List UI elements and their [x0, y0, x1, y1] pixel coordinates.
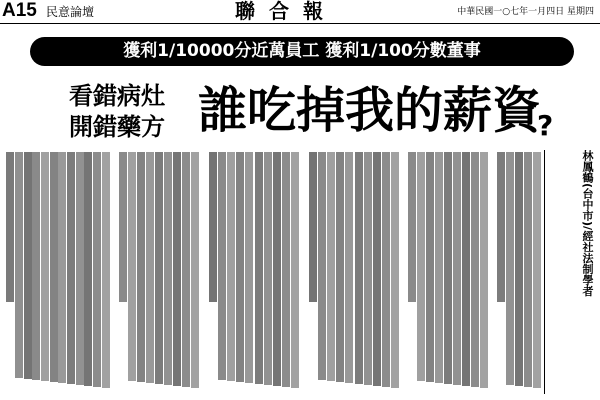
body-text-line — [273, 152, 281, 386]
body-column — [208, 152, 300, 394]
body-text-line — [515, 152, 523, 386]
body-text-line — [76, 152, 84, 385]
body-column — [6, 152, 110, 394]
body-text-line — [364, 152, 372, 385]
body-text-line — [408, 152, 416, 302]
page-number: A15 — [2, 0, 37, 21]
body-text-line — [391, 152, 399, 388]
body-text-line — [524, 152, 532, 387]
body-text-line — [227, 152, 235, 381]
body-text-line — [309, 152, 317, 302]
body-text-line — [24, 152, 32, 379]
body-text-line — [218, 152, 226, 380]
body-text-line — [32, 152, 40, 380]
body-text-line — [146, 152, 154, 383]
body-text-line — [41, 152, 49, 381]
body-text-line — [336, 152, 344, 382]
body-text-line — [191, 152, 199, 388]
article-title: 誰吃掉我的薪資 — [198, 81, 542, 139]
article-byline: 林鳳鶴(台中市)/經社法制學者 — [581, 150, 594, 297]
section-name: 民意論壇 — [46, 5, 95, 19]
body-text-line — [382, 152, 390, 387]
body-text-line — [58, 152, 66, 383]
body-text-line — [426, 152, 434, 382]
body-text-line — [209, 152, 217, 302]
body-text-line — [533, 152, 541, 388]
body-text-line — [173, 152, 181, 386]
body-text-line — [164, 152, 172, 385]
body-text-line — [128, 152, 136, 381]
body-text-line — [282, 152, 290, 387]
body-text-line — [345, 152, 353, 383]
deck-line-1: 看錯病灶 — [69, 81, 165, 110]
body-text-line — [355, 152, 363, 384]
body-text-line — [155, 152, 163, 384]
body-text-line — [93, 152, 101, 387]
body-text-line — [327, 152, 335, 381]
body-column — [308, 152, 400, 394]
body-text-line — [84, 152, 92, 386]
body-text-line — [15, 152, 23, 378]
body-text-line — [506, 152, 514, 385]
body-text-line — [67, 152, 75, 384]
deck-line-2: 開錯藥方 — [69, 112, 165, 141]
body-text-line — [480, 152, 488, 388]
body-text-line — [373, 152, 381, 386]
body-text-line — [453, 152, 461, 385]
body-text-line — [137, 152, 145, 382]
body-column — [408, 152, 488, 394]
body-text-line — [264, 152, 272, 385]
body-text-line — [497, 152, 505, 302]
column-divider — [544, 150, 545, 394]
body-text-line — [236, 152, 244, 382]
newspaper-name: 聯合報 — [235, 0, 337, 23]
body-column — [118, 152, 200, 394]
body-text-line — [255, 152, 263, 384]
body-text-line — [6, 152, 14, 302]
body-text-line — [102, 152, 110, 388]
body-text-line — [245, 152, 253, 383]
body-text-line — [471, 152, 479, 387]
body-text-line — [462, 152, 470, 386]
body-text-line — [444, 152, 452, 384]
body-text-line — [318, 152, 326, 380]
body-text-line — [291, 152, 299, 388]
body-text-line — [182, 152, 190, 387]
body-text-line — [435, 152, 443, 383]
body-text-line — [119, 152, 127, 302]
body-column — [496, 152, 542, 394]
body-text-line — [417, 152, 425, 381]
article-banner: 獲利1/10000分近萬員工 獲利1/100分數董事 — [30, 37, 574, 66]
body-text-line — [50, 152, 58, 382]
article-body — [6, 152, 542, 394]
article-title-question-mark: ? — [537, 109, 554, 142]
dateline: 中華民國一○七年一月四日 星期四 — [457, 7, 594, 17]
masthead — [0, 0, 600, 24]
article-deck — [38, 80, 196, 144]
